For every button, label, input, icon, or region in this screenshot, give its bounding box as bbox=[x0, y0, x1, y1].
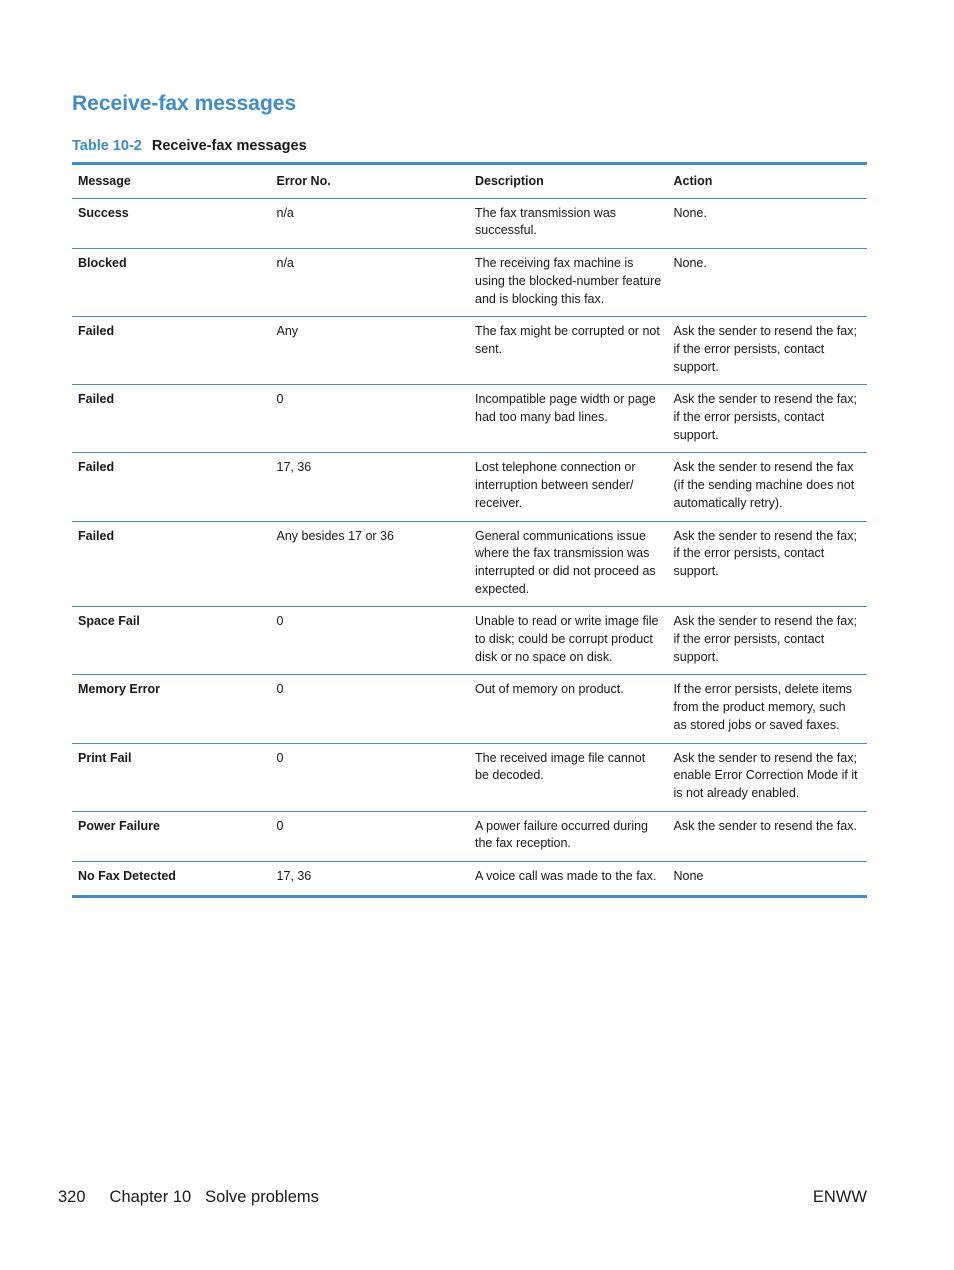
locale-code: ENWW bbox=[812, 1188, 867, 1206]
cell-message: Print Fail bbox=[72, 743, 271, 811]
cell-error-no: n/a bbox=[271, 249, 470, 317]
cell-error-no: 0 bbox=[271, 811, 470, 861]
cell-description: The fax might be corrupted or not sent. bbox=[469, 317, 668, 385]
table-caption bbox=[72, 138, 307, 154]
cell-message: Power Failure bbox=[72, 811, 271, 861]
cell-error-no: 0 bbox=[271, 385, 470, 453]
cell-error-no: 0 bbox=[271, 607, 470, 675]
header-action: Action bbox=[668, 164, 868, 199]
cell-error-no: 0 bbox=[271, 743, 470, 811]
cell-description: General communications issue where the fax transmission was interrupted or did not proceed as expected. bbox=[469, 521, 668, 607]
header-error-no: Error No. bbox=[271, 164, 470, 199]
cell-error-no: 17, 36 bbox=[271, 453, 470, 521]
cell-action: None. bbox=[668, 198, 868, 248]
table-row bbox=[72, 862, 867, 897]
cell-action: Ask the sender to resend the fax; enable Error Correction Mode if it is not already enabled. bbox=[668, 743, 868, 811]
table-row bbox=[72, 743, 867, 811]
cell-action: Ask the sender to resend the fax (if the sending machine does not automatically retry). bbox=[668, 453, 868, 521]
cell-error-no: 0 bbox=[271, 675, 470, 743]
header-message: Message bbox=[72, 164, 271, 199]
cell-error-no: 17, 36 bbox=[276, 869, 312, 884]
cell-action: Ask the sender to resend the fax. bbox=[668, 811, 868, 861]
table-row bbox=[72, 317, 867, 385]
cell-description: The receiving fax machine is using the blocked-number feature and is blocking this fax. bbox=[469, 249, 668, 317]
cell-message: Space Fail bbox=[72, 607, 271, 675]
chapter-label: Chapter 10 bbox=[109, 1188, 192, 1206]
cell-action: If the error persists, delete items from the product memory, such as stored jobs or saved faxes. bbox=[668, 675, 868, 743]
header-description: Description bbox=[469, 164, 668, 199]
table-row bbox=[72, 249, 867, 317]
cell-action: Ask the sender to resend the fax; if the error persists, contact support. bbox=[668, 607, 868, 675]
cell-action: Ask the sender to resend the fax; if the error persists, contact support. bbox=[668, 385, 868, 453]
cell-description: A power failure occurred during the fax reception. bbox=[469, 811, 668, 861]
table-row bbox=[72, 607, 867, 675]
page-number: 320 bbox=[58, 1188, 86, 1206]
table-row bbox=[72, 811, 867, 861]
table-row bbox=[72, 453, 867, 521]
page-footer bbox=[58, 1188, 867, 1207]
section-heading: Receive-fax messages bbox=[72, 92, 297, 115]
cell-message: Failed bbox=[72, 453, 271, 521]
cell-action: Ask the sender to resend the fax; if the error persists, contact support. bbox=[668, 521, 868, 607]
cell-error-no: n/a bbox=[271, 198, 470, 248]
table-row bbox=[72, 198, 867, 248]
cell-message: No Fax Detected bbox=[78, 869, 176, 884]
cell-description: The received image file cannot be decoded. bbox=[469, 743, 668, 811]
table-number: Table 10-2 bbox=[72, 138, 142, 154]
cell-action: None. bbox=[668, 249, 868, 317]
chapter-title: Solve problems bbox=[205, 1188, 319, 1206]
cell-error-no: Any besides 17 or 36 bbox=[271, 521, 470, 607]
cell-message: Memory Error bbox=[72, 675, 271, 743]
cell-description: Out of memory on product. bbox=[469, 675, 668, 743]
cell-error-no: Any bbox=[271, 317, 470, 385]
cell-description: Incompatible page width or page had too many bad lines. bbox=[469, 385, 668, 453]
table-row bbox=[72, 521, 867, 607]
cell-message: Failed bbox=[72, 385, 271, 453]
cell-message: Blocked bbox=[72, 249, 271, 317]
cell-description: The fax transmission was successful. bbox=[469, 198, 668, 248]
cell-action: None bbox=[673, 869, 704, 884]
receive-fax-table bbox=[72, 162, 867, 898]
table-title: Receive-fax messages bbox=[151, 138, 307, 154]
cell-description: A voice call was made to the fax. bbox=[475, 869, 657, 884]
cell-message: Failed bbox=[72, 521, 271, 607]
table-row bbox=[72, 385, 867, 453]
table-row bbox=[72, 675, 867, 743]
cell-message: Success bbox=[72, 198, 271, 248]
cell-message: Failed bbox=[72, 317, 271, 385]
cell-action: Ask the sender to resend the fax; if the error persists, contact support. bbox=[668, 317, 868, 385]
table-header-row bbox=[72, 164, 867, 199]
cell-description: Unable to read or write image file to disk; could be corrupt product disk or no space on disk. bbox=[469, 607, 668, 675]
cell-description: Lost telephone connection or interruption between sender/ receiver. bbox=[469, 453, 668, 521]
